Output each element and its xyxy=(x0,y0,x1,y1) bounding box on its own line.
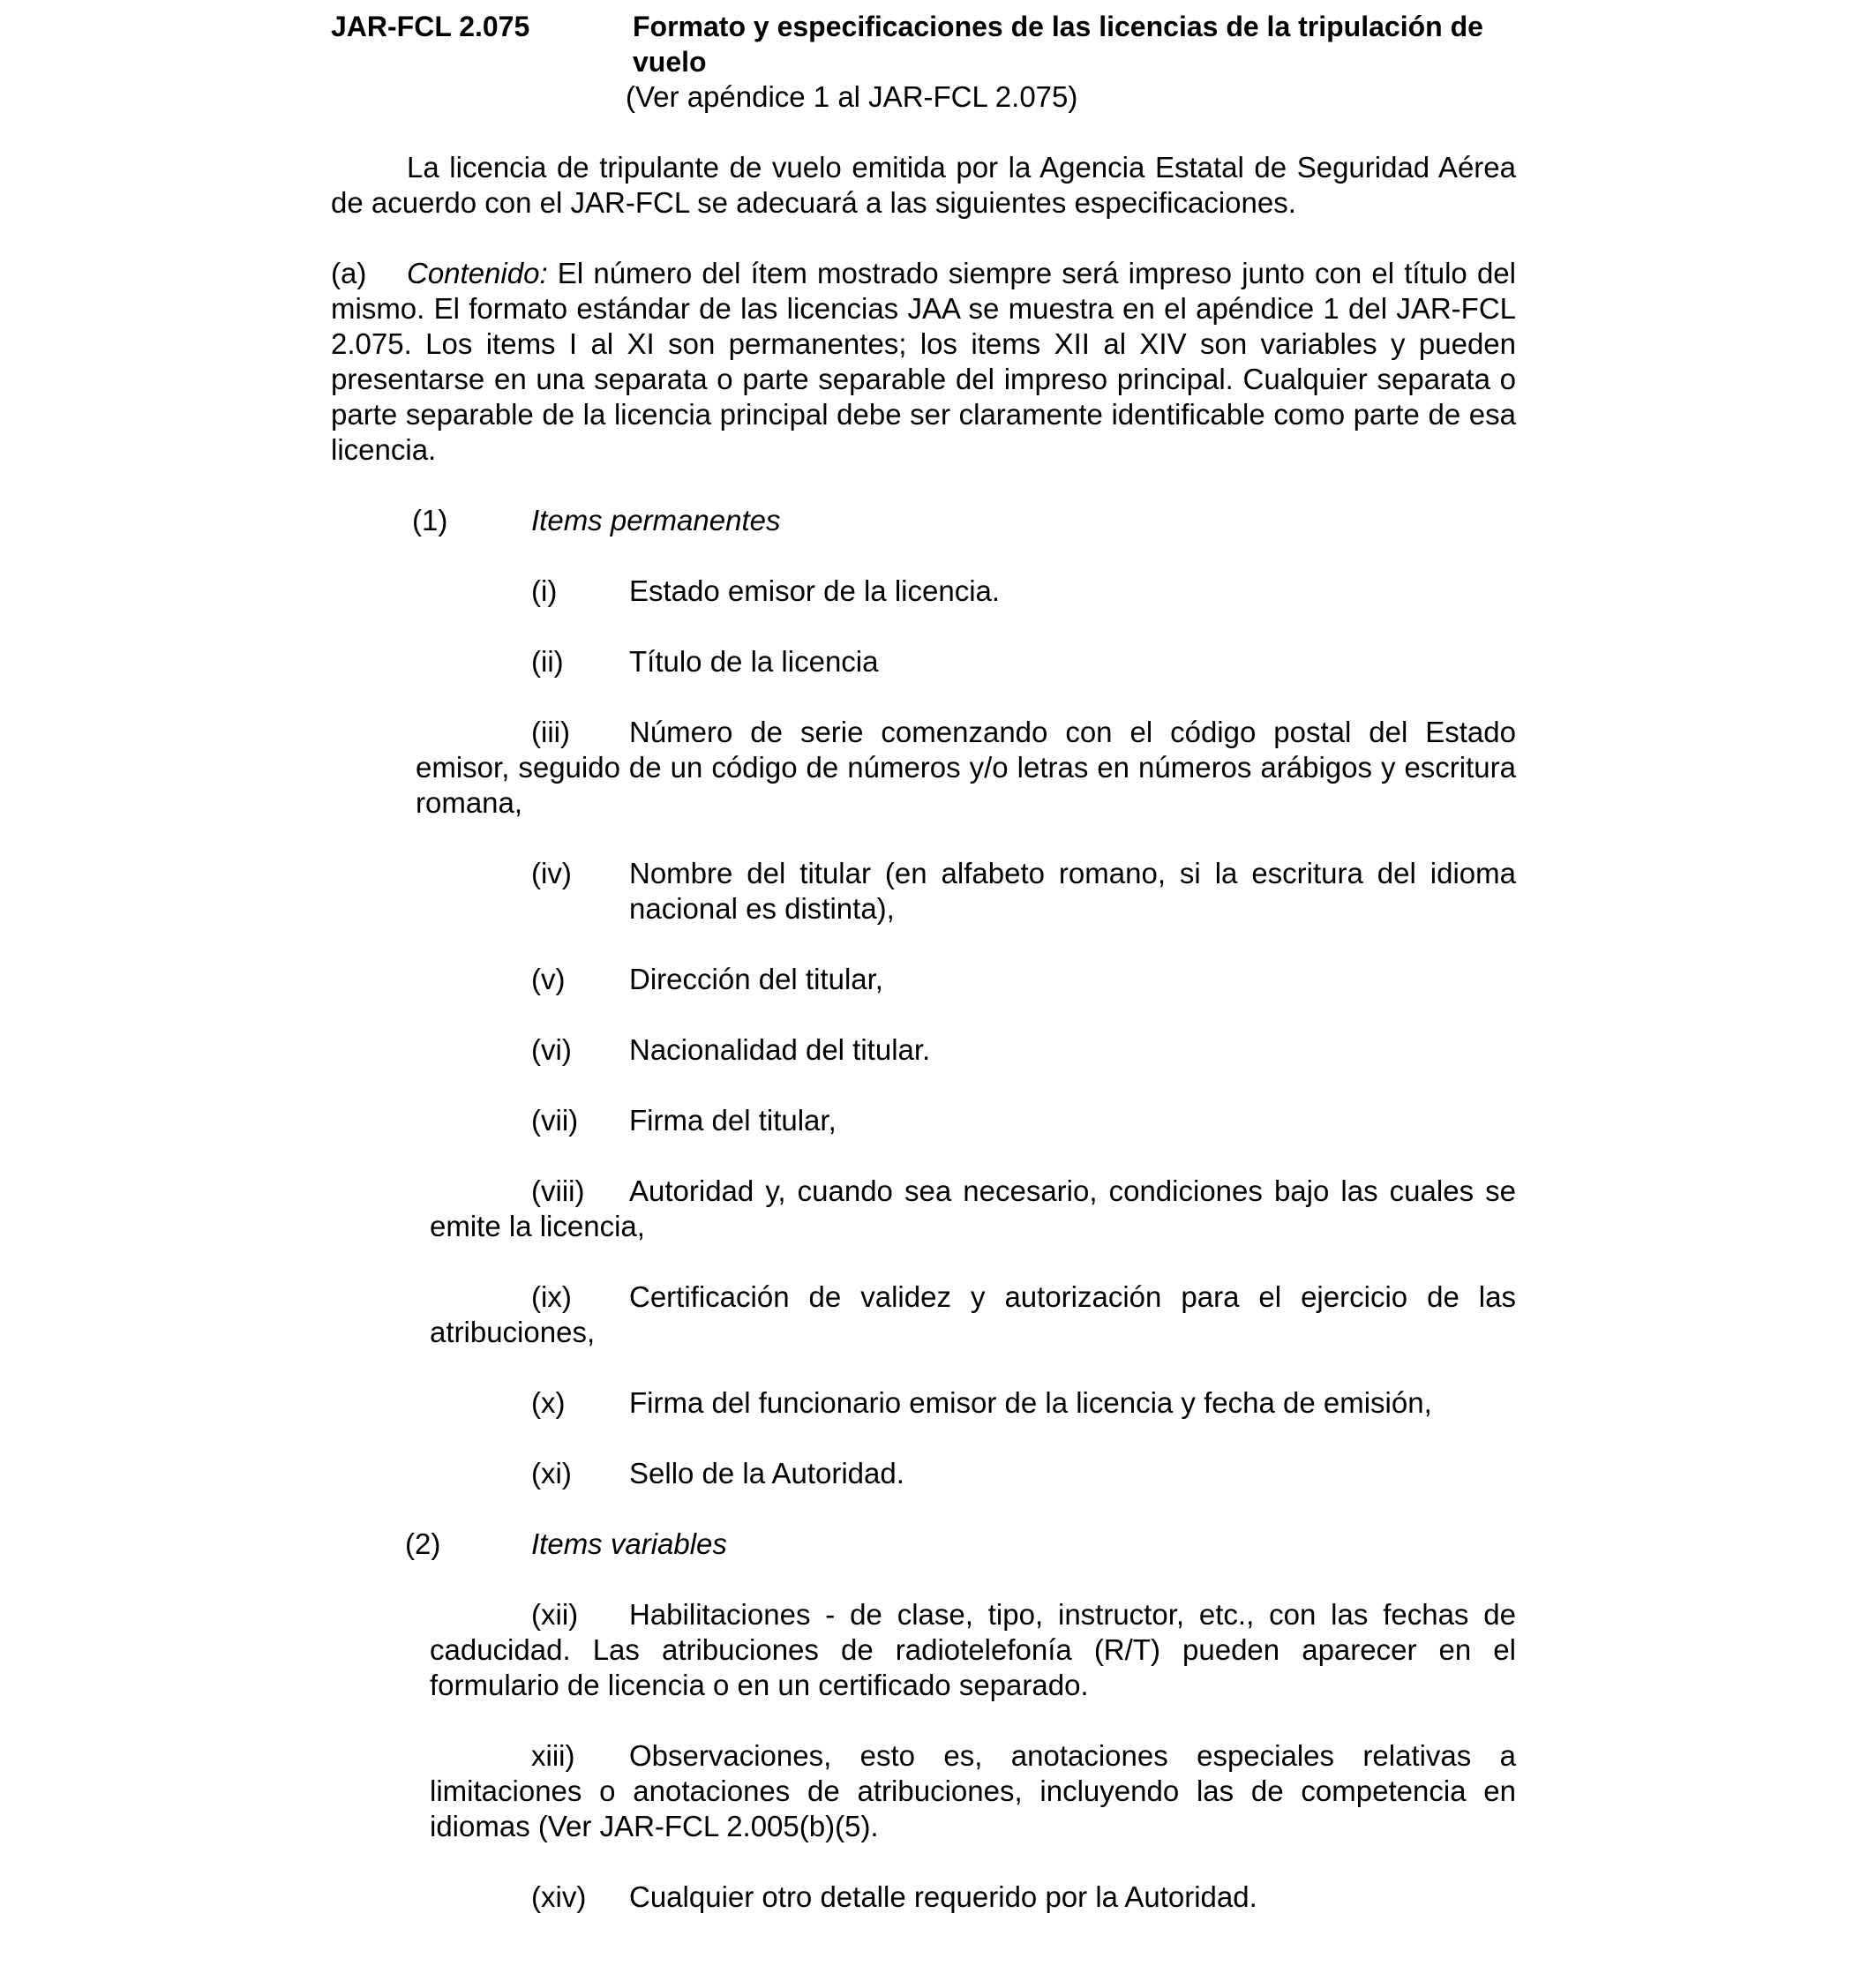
intro-text: La licencia de tripulante de vuelo emitida por la Agencia Estatal de Seguridad Aérea de acuerdo con el JAR-FCL se adecuará a las siguientes especificaciones. xyxy=(331,151,1516,219)
list-item: (x) Firma del funcionario emisor de la licencia y fecha de emisión, xyxy=(531,1386,1432,1419)
section-title: Formato y especificaciones de las licencias de la tripulación de vuelo xyxy=(633,11,1483,78)
list-item: (xi) Sello de la Autoridad. xyxy=(531,1457,904,1490)
list-item: (vii) Firma del titular, xyxy=(531,1104,837,1137)
group-1-label: (1) xyxy=(412,504,448,537)
regulation-code: JAR-FCL 2.075 xyxy=(331,11,530,42)
list-item: xiii) Observaciones, esto es, anotaciones especiales relativas a limitaciones o anotaciones de atribuciones, incluyendo las de competencia en idiomas (Ver JAR-FCL 2.005(b)(5). xyxy=(430,1739,1516,1842)
group-1-heading: Items permanentes xyxy=(531,504,781,537)
appendix-reference: (Ver apéndice 1 al JAR-FCL 2.075) xyxy=(626,80,1078,113)
list-item: (i) Estado emisor de la licencia. xyxy=(531,574,1001,607)
list-item: (iii) Número de serie comenzando con el código postal del Estado emisor, seguido de un código de números y/o letras en números arábigos y escritura romana, xyxy=(416,716,1516,819)
intro-paragraph xyxy=(331,150,1516,221)
group-2-label: (2) xyxy=(405,1527,441,1560)
list-item: (ii) Título de la licencia xyxy=(531,645,879,678)
section-a-paragraph xyxy=(331,256,1516,468)
list-item: (ix) Certificación de validez y autorización para el ejercicio de las atribuciones, xyxy=(430,1280,1516,1348)
list-item: (xiv) Cualquier otro detalle requerido por la Autoridad. xyxy=(531,1880,1257,1913)
list-item: (xii) Habilitaciones - de clase, tipo, instructor, etc., con las fechas de caducidad. Las atribuciones de radiotelefonía (R/T) pueden aparecer en el formulario de licencia o en un certificado separado. xyxy=(430,1598,1516,1701)
list-item: (v) Dirección del titular, xyxy=(531,963,883,995)
section-a-label: (a) xyxy=(331,257,367,289)
section-a-text: El número del ítem mostrado siempre será impreso junto con el título del mismo. El formato estándar de las licencias JAA se muestra en el apéndice 1 del JAR-FCL 2.075. Los items I al XI son permanentes; los items XII al XIV son variables y pueden presentarse en una separata o parte separable del impreso principal. Cualquier separata o parte separable de la licencia principal debe ser claramente identificable como parte de esa licencia. xyxy=(331,257,1516,466)
document-page xyxy=(331,9,1516,1913)
section-header xyxy=(331,9,1516,141)
group-2-heading-row xyxy=(405,1527,1516,1562)
section-a-heading: Contenido: xyxy=(407,257,548,289)
list-item: (viii) Autoridad y, cuando sea necesario, condiciones bajo las cuales se emite la licencia, xyxy=(430,1174,1516,1242)
list-item: (iv) Nombre del titular (en alfabeto romano, si la escritura del idioma nacional es distinta), xyxy=(531,857,1516,925)
group-1-heading-row xyxy=(412,503,1516,538)
list-item: (vi) Nacionalidad del titular. xyxy=(531,1033,931,1066)
group-2-heading: Items variables xyxy=(531,1527,727,1560)
